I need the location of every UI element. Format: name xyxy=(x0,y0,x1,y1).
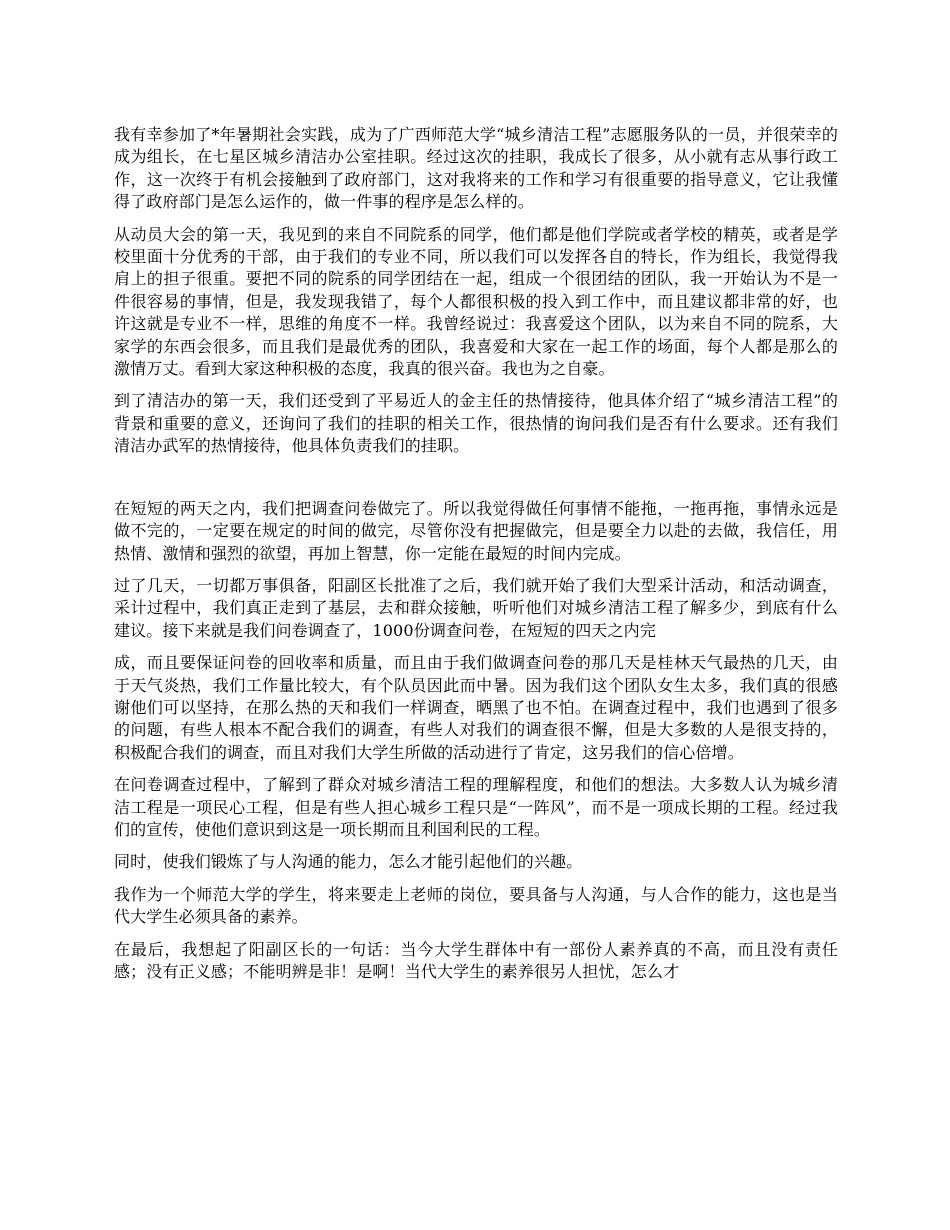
paragraph-5: 过了几天，一切都万事俱备，阳副区长批准了之后，我们就开始了我们大型采计活动，和活动调查，采计过程中，我们真正走到了基层，去和群众接触，听听他们对城乡清洁工程了解多少，到底有什么建议。接下来就是我们问卷调查了，1000份调查问卷，在短短的四天之内完 xyxy=(114,575,838,640)
paragraph-2: 从动员大会的第一天，我见到的来自不同院系的同学，他们都是他们学院或者学校的精英，或者是学校里面十分优秀的干部，由于我们的专业不同，所以我们可以发挥各自的特长，作为组长，我觉得我肩上的担子很重。要把不同的院系的同学团结在一起，组成一个很团结的团队，我一开始认为不是一件很容易的事情，但是，我发现我错了，每个人都很积极的投入到工作中，而且建议都非常的好，也许这就是专业不一样，思维的角度不一样。我曾经说过：我喜爱这个团队，以为来自不同的院系，大家学的东西会很多，而且我们是最优秀的团队，我喜爱和大家在一起工作的场面，每个人都是那么的激情万丈。看到大家这种积极的态度，我真的很兴奋。我也为之自豪。 xyxy=(114,224,838,379)
paragraph-4: 在短短的两天之内，我们把调查问卷做完了。所以我觉得做任何事情不能拖，一拖再拖，事情永远是做不完的，一定要在规定的时间的做完，尽管你没有把握做完，但是要全力以赴的去做，我信任，用热情、激情和强烈的欲望，再加上智慧，你一定能在最短的时间内完成。 xyxy=(114,498,838,563)
document-body xyxy=(114,124,838,993)
paragraph-3: 到了清洁办的第一天，我们还受到了平易近人的金主任的热情接待，他具体介绍了“城乡清洁工程”的背景和重要的意义，还询问了我们的挂职的相关工作，很热情的询问我们是否有什么要求。还有我们清洁办武军的热情接待，他具体负责我们的挂职。 xyxy=(114,391,838,456)
paragraph-7: 在问卷调查过程中，了解到了群众对城乡清洁工程的理解程度，和他们的想法。大多数人认为城乡清洁工程是一项民心工程，但是有些人担心城乡工程只是“一阵风”，而不是一项成长期的工程。经过我们的宣传，使他们意识到这是一项长期而且利国利民的工程。 xyxy=(114,775,838,839)
paragraph-9: 我作为一个师范大学的学生，将来要走上老师的岗位，要具备与人沟通，与人合作的能力，这也是当代大学生必须具备的素养。 xyxy=(114,884,838,927)
paragraph-1: 我有幸参加了*年暑期社会实践，成为了广西师范大学“城乡清洁工程”志愿服务队的一员，并很荣幸的成为组长，在七星区城乡清洁办公室挂职。经过这次的挂职，我成长了很多，从小就有志从事行政工作，这一次终于有机会接触到了政府部门，这对我将来的工作和学习有很重要的指导意义，它让我懂得了政府部门是怎么运作的，做一件事的程序是怎么样的。 xyxy=(114,125,838,212)
paragraph-10: 在最后，我想起了阳副区长的一句话：当今大学生群体中有一部份人素养真的不高，而且没有责任感；没有正义感；不能明辨是非！是啊！当代大学生的素养很另人担忧，怎么才 xyxy=(114,939,838,981)
paragraph-8: 同时，使我们锻炼了与人沟通的能力，怎么才能引起他们的兴趣。 xyxy=(114,852,583,872)
paragraph-6: 成，而且要保证问卷的回收率和质量，而且由于我们做调查问卷的那几天是桂林天气最热的几天，由于天气炎热，我们工作量比较大，有个队员因此而中暑。因为我们这个团队女生太多，我们真的很感谢他们可以坚持，在那么热的天和我们一样调查，晒黑了也不怕。在调查过程中，我们也遇到了很多的问题，有些人根本不配合我们的调查，有些人对我们的调查很不懈，但是大多数的人是很支持的，积极配合我们的调查，而且对我们大学生所做的活动进行了肯定，这另我们的信心倍增。 xyxy=(114,653,838,762)
